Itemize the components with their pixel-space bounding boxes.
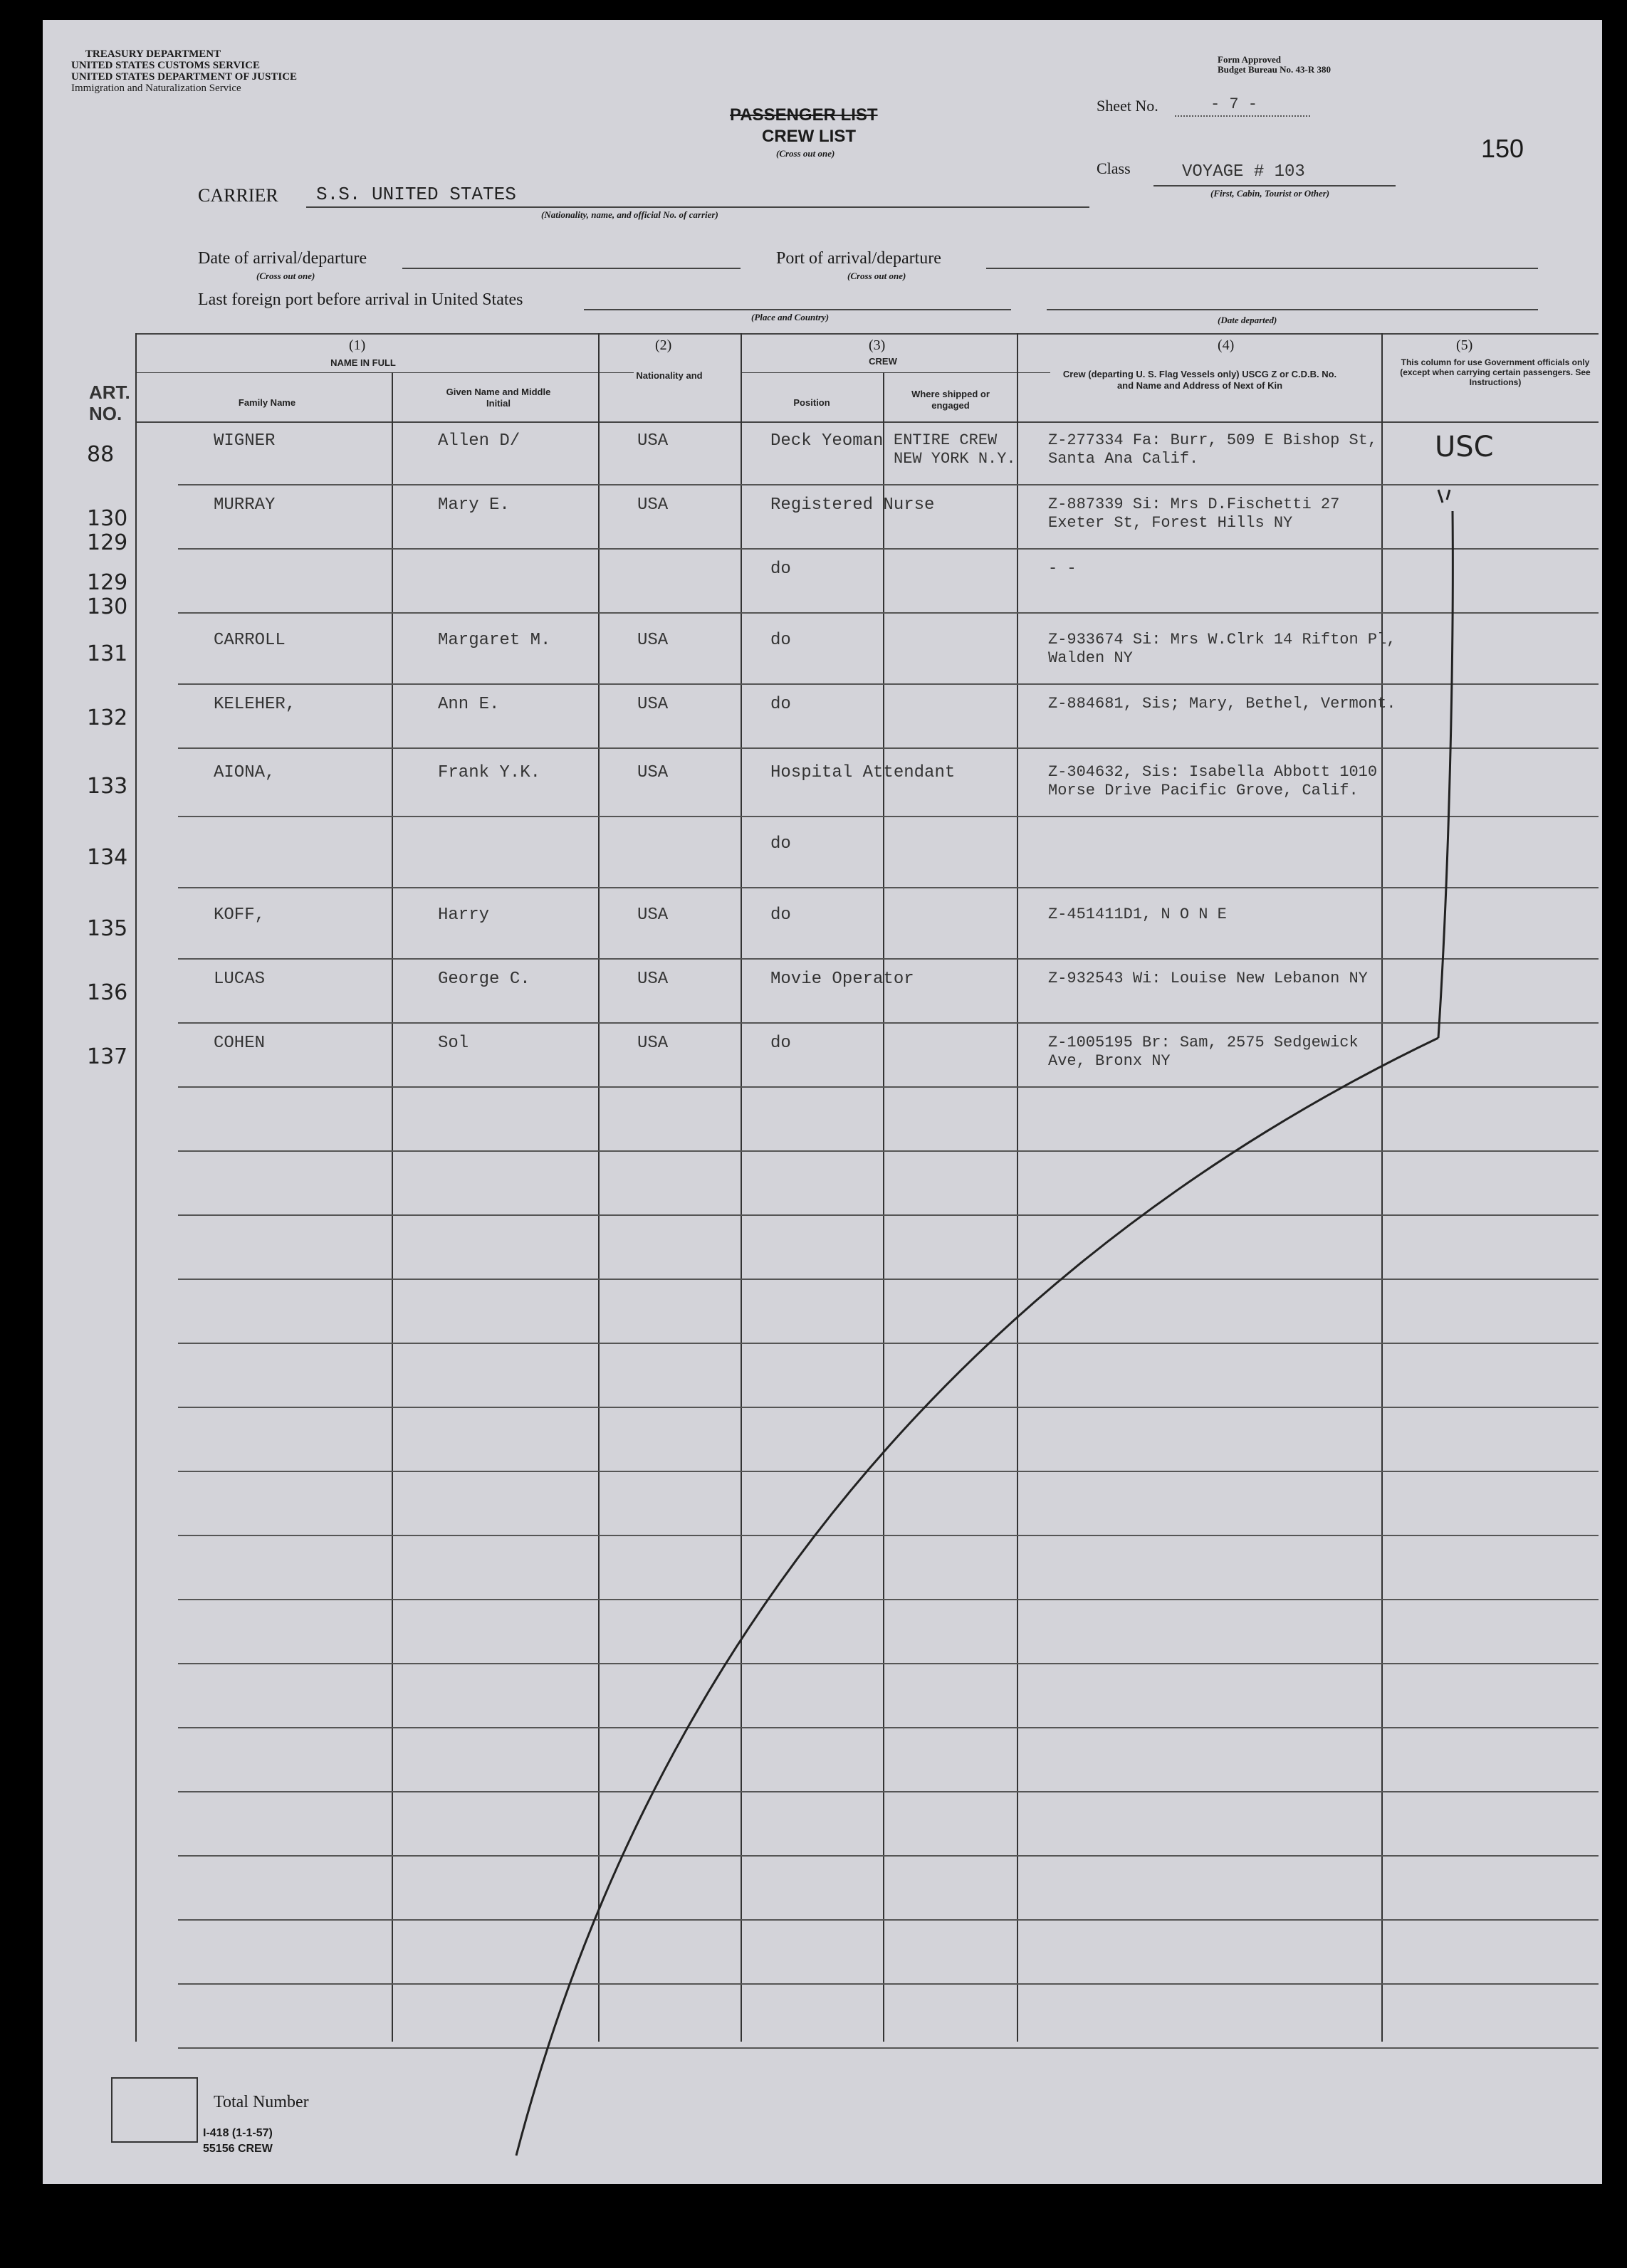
page-number: 150: [1481, 134, 1524, 163]
carrier-value: S.S. UNITED STATES: [316, 184, 516, 205]
date-hint: (Cross out one): [256, 271, 315, 281]
col4-number: (4): [1218, 337, 1235, 353]
form-sheet: [43, 20, 1602, 2184]
col4-header: Crew (departing U. S. Flag Vessels only) USCG Z or C.D.B. No. and Name and Address of Next of Kin: [1062, 369, 1337, 391]
sheet-value: - 7 -: [1210, 95, 1258, 113]
crew-list-title: CREW LIST: [762, 127, 856, 146]
cell-family: WIGNER: [214, 431, 276, 451]
cell-art: 137: [87, 1044, 128, 1069]
given-name-header: Given Name and Middle Initial: [446, 387, 551, 409]
cell-art: 135: [87, 916, 128, 941]
sheet-label: Sheet No.: [1097, 97, 1158, 115]
last-port-label: Last foreign port before arrival in United States: [198, 290, 523, 309]
cell-position: do: [770, 560, 791, 579]
cell-art: 136: [87, 980, 128, 1005]
total-number-label: Total Number: [214, 2093, 309, 2111]
cell-art: 129 130: [87, 570, 128, 619]
cell-art: 134: [87, 845, 128, 870]
budget-number: Budget Bureau No. 43-R 380: [1218, 64, 1332, 75]
cell-family: LUCAS: [214, 970, 266, 989]
cell-nat: USA: [637, 763, 669, 782]
date-label: Date of arrival/departure: [198, 249, 367, 268]
cell-art: 88: [87, 442, 115, 467]
cell-kin: Z-304632, Sis: Isabella Abbott 1010 Morse Drive Pacific Grove, Calif.: [1048, 763, 1378, 799]
cell-family: COHEN: [214, 1034, 266, 1053]
place-hint: (Place and Country): [751, 312, 830, 322]
cell-kin: Z-1005195 Br: Sam, 2575 Sedgewick Ave, Bronx NY: [1048, 1034, 1359, 1070]
cell-given: Ann E.: [438, 695, 500, 714]
passenger-list-title: PASSENGER LIST: [730, 105, 878, 125]
cell-family: CARROLL: [214, 631, 286, 650]
pen-bracket: [1438, 511, 1453, 1038]
cell-nat: USA: [637, 431, 669, 451]
agency-line: UNITED STATES DEPARTMENT OF JUSTICE: [71, 71, 298, 83]
form-code: 55156 CREW: [203, 2143, 273, 2155]
shipped-header: Where shipped or engaged: [911, 389, 990, 411]
cell-nat: USA: [637, 1034, 669, 1053]
usc-mark: [1438, 490, 1450, 503]
position-header: Position: [793, 397, 830, 408]
cell-kin: Z-932543 Wi: Louise New Lebanon NY: [1048, 970, 1368, 987]
cell-kin: Z-884681, Sis; Mary, Bethel, Vermont.: [1048, 695, 1396, 713]
cell-family: MURRAY: [214, 495, 276, 515]
cell-art: 132: [87, 705, 128, 730]
cell-position: do: [770, 905, 791, 925]
ledger-pen-stroke: [43, 20, 1602, 2184]
port-hint: (Cross out one): [847, 271, 906, 281]
port-label: Port of arrival/departure: [776, 249, 941, 268]
cell-family: KOFF,: [214, 905, 266, 925]
col1-title: NAME IN FULL: [330, 357, 396, 368]
cell-nat: USA: [637, 695, 669, 714]
cross-out-note: (Cross out one): [776, 148, 835, 159]
cell-position: do: [770, 834, 791, 854]
total-number-box: [111, 2077, 198, 2143]
col5-header: This column for use Government officials only (except when carrying certain passengers. See Instructions): [1400, 357, 1591, 387]
cell-given: George C.: [438, 970, 530, 989]
cell-kin: Z-933674 Si: Mrs W.Clrk 14 Rifton Pl, Walden NY: [1048, 631, 1396, 667]
cell-position: do: [770, 1034, 791, 1053]
cell-nat: USA: [637, 495, 669, 515]
cell-nat: USA: [637, 905, 669, 925]
agency-line: TREASURY DEPARTMENT: [85, 48, 221, 60]
cell-nat: USA: [637, 631, 669, 650]
crew-header: CREW: [869, 356, 897, 367]
cell-family: KELEHER,: [214, 695, 296, 714]
cell-given: Harry: [438, 905, 490, 925]
cell-family: AIONA,: [214, 763, 276, 782]
cell-official: USC: [1435, 431, 1494, 463]
cell-art: 131: [87, 641, 128, 666]
cell-shipped: ENTIRE CREW NEW YORK N.Y.: [894, 431, 1016, 468]
art-no-header: ART. NO.: [89, 382, 130, 424]
cell-position: do: [770, 695, 791, 714]
cell-art: 130 129: [87, 506, 128, 555]
cell-given: Frank Y.K.: [438, 763, 541, 782]
class-hint: (First, Cabin, Tourist or Other): [1210, 188, 1330, 199]
col3-number: (3): [869, 337, 886, 353]
col1-number: (1): [349, 337, 366, 353]
cell-kin: Z-451411D1, N O N E: [1048, 905, 1227, 923]
cell-position: Movie Operator: [770, 970, 914, 989]
pen-curve: [516, 1038, 1438, 2156]
col2-number: (2): [655, 337, 672, 353]
cell-kin: Z-887339 Si: Mrs D.Fischetti 27 Exeter St, Forest Hills NY: [1048, 495, 1340, 532]
cell-given: Margaret M.: [438, 631, 551, 650]
cell-position: Hospital Attendant: [770, 763, 956, 782]
nationality-header: Nationality and: [636, 370, 703, 381]
carrier-label: CARRIER: [198, 185, 278, 206]
date-departed-hint: (Date departed): [1218, 315, 1277, 325]
agency-line: UNITED STATES CUSTOMS SERVICE: [71, 60, 260, 71]
form-approved: Form Approved: [1218, 54, 1281, 65]
class-label: Class: [1097, 159, 1131, 177]
cell-given: Allen D/: [438, 431, 520, 451]
col5-number: (5): [1456, 337, 1473, 353]
cell-given: Mary E.: [438, 495, 510, 515]
cell-given: Sol: [438, 1034, 469, 1053]
form-number: I-418 (1-1-57): [203, 2127, 273, 2139]
cell-position: Registered Nurse: [770, 495, 935, 515]
cell-position: Deck Yeoman: [770, 431, 884, 451]
carrier-hint: (Nationality, name, and official No. of carrier): [541, 209, 718, 220]
cell-art: 133: [87, 774, 128, 799]
cell-kin: - -: [1048, 560, 1077, 577]
agency-line: Immigration and Naturalization Service: [71, 83, 241, 94]
cell-kin: Z-277334 Fa: Burr, 509 E Bishop St, Santa Ana Calif.: [1048, 431, 1378, 468]
cell-nat: USA: [637, 970, 669, 989]
cell-position: do: [770, 631, 791, 650]
family-name-header: Family Name: [238, 397, 296, 408]
class-value: VOYAGE # 103: [1182, 162, 1305, 182]
